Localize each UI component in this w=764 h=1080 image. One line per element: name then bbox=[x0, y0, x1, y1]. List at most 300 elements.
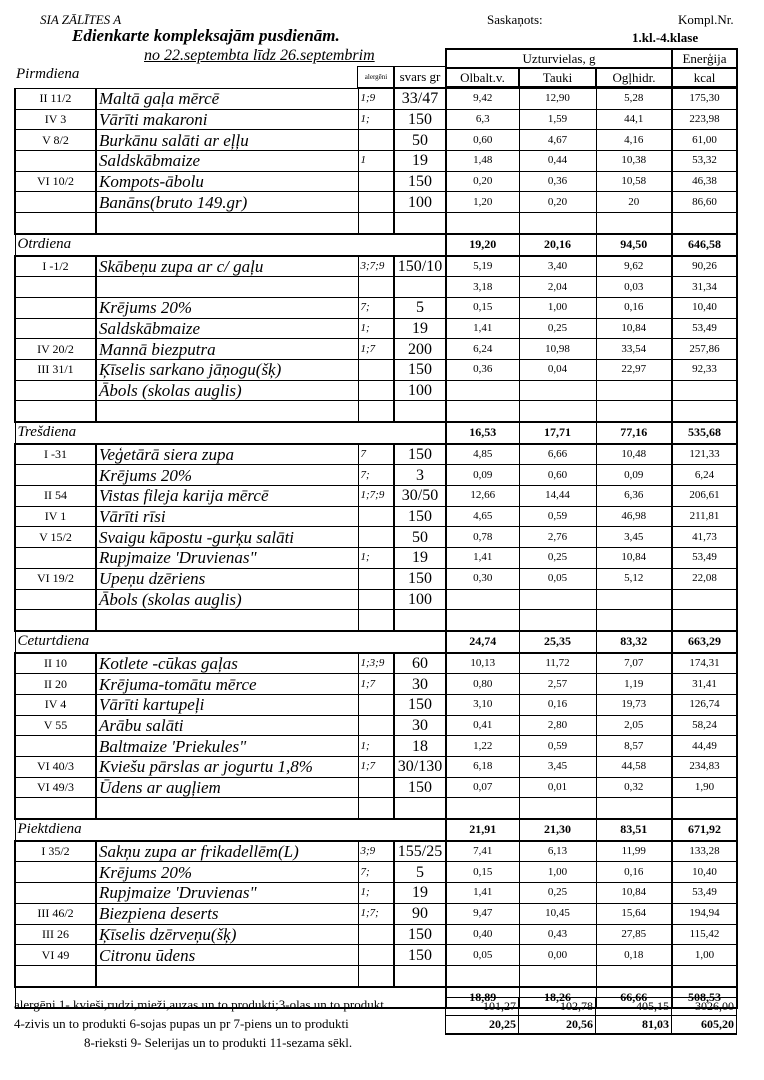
item-code: VI 19/2 bbox=[15, 568, 96, 589]
menu-row bbox=[15, 109, 737, 130]
item-allergens: 1; bbox=[358, 109, 394, 130]
item-weight bbox=[394, 277, 446, 298]
item-name: Ķīselis dzērveņu(šķ) bbox=[96, 924, 358, 945]
item-allergens: 1; bbox=[358, 318, 394, 339]
item-fat: 0,59 bbox=[519, 736, 596, 757]
menu-row bbox=[15, 213, 737, 234]
item-kcal: 61,00 bbox=[672, 130, 737, 151]
menu-table bbox=[14, 88, 738, 1009]
item-kcal: 46,38 bbox=[672, 171, 737, 192]
menu-row bbox=[15, 653, 737, 674]
item-code bbox=[15, 883, 96, 904]
item-protein: 1,41 bbox=[446, 548, 519, 569]
item-fat: 10,45 bbox=[519, 903, 596, 924]
item-carbs: 10,58 bbox=[596, 171, 672, 192]
item-weight: 50 bbox=[394, 130, 446, 151]
item-code bbox=[15, 213, 96, 234]
item-fat: 3,40 bbox=[519, 256, 596, 277]
item-weight bbox=[394, 401, 446, 422]
item-kcal: 90,26 bbox=[672, 256, 737, 277]
item-protein: 0,78 bbox=[446, 527, 519, 548]
item-kcal: 211,81 bbox=[672, 506, 737, 527]
item-fat: 0,44 bbox=[519, 151, 596, 172]
item-name: Svaigu kāpostu -gurķu salāti bbox=[96, 527, 358, 548]
menu-row bbox=[15, 506, 737, 527]
week-sum-row bbox=[446, 998, 737, 1016]
menu-row bbox=[15, 277, 737, 298]
item-code: III 26 bbox=[15, 924, 96, 945]
item-weight: 30/130 bbox=[394, 757, 446, 778]
item-weight: 30 bbox=[394, 715, 446, 736]
menu-row bbox=[15, 841, 737, 862]
item-protein: 0,09 bbox=[446, 465, 519, 486]
week-value: 3026,00 bbox=[672, 998, 737, 1016]
allergen-legend-2: 4-zivis un to produkti 6-sojas pupas un pr 7-piens un to produkti bbox=[14, 1016, 349, 1031]
item-weight: 19 bbox=[394, 548, 446, 569]
item-name: Banāns(bruto 149.gr) bbox=[96, 192, 358, 213]
item-weight: 19 bbox=[394, 883, 446, 904]
item-protein: 7,41 bbox=[446, 841, 519, 862]
item-carbs: 0,09 bbox=[596, 465, 672, 486]
page-title: Edienkarte kompleksajām pusdienām. bbox=[72, 26, 340, 45]
item-protein: 12,66 bbox=[446, 486, 519, 507]
item-protein: 0,20 bbox=[446, 171, 519, 192]
item-kcal: 53,32 bbox=[672, 151, 737, 172]
menu-row bbox=[15, 318, 737, 339]
item-weight: 150 bbox=[394, 694, 446, 715]
item-carbs: 22,97 bbox=[596, 359, 672, 380]
item-code: I -31 bbox=[15, 444, 96, 465]
column-header bbox=[445, 48, 738, 88]
item-allergens: 1;3;9 bbox=[358, 653, 394, 674]
item-protein: 0,07 bbox=[446, 777, 519, 798]
item-protein: 1,20 bbox=[446, 192, 519, 213]
item-code bbox=[15, 798, 96, 819]
item-allergens: 3;7;9 bbox=[358, 256, 394, 277]
item-carbs: 10,84 bbox=[596, 318, 672, 339]
item-code: II 20 bbox=[15, 674, 96, 695]
kcal-header: kcal bbox=[672, 68, 737, 87]
item-kcal bbox=[672, 965, 737, 986]
item-name: Vārīti rīsi bbox=[96, 506, 358, 527]
menu-row bbox=[15, 359, 737, 380]
item-code: IV 1 bbox=[15, 506, 96, 527]
item-kcal: 234,83 bbox=[672, 757, 737, 778]
item-fat: 14,44 bbox=[519, 486, 596, 507]
menu-row bbox=[15, 486, 737, 507]
item-name bbox=[96, 277, 358, 298]
item-code bbox=[15, 401, 96, 422]
total-carbs: 83,51 bbox=[596, 819, 672, 841]
item-name: Skābeņu zupa ar c/ gaļu bbox=[96, 256, 358, 277]
week-value: 20,56 bbox=[519, 1016, 596, 1035]
item-fat: 0,16 bbox=[519, 694, 596, 715]
item-carbs bbox=[596, 798, 672, 819]
item-carbs: 44,58 bbox=[596, 757, 672, 778]
item-allergens bbox=[358, 527, 394, 548]
item-carbs: 7,07 bbox=[596, 653, 672, 674]
item-protein bbox=[446, 965, 519, 986]
item-allergens: 1; bbox=[358, 548, 394, 569]
week-value: 405,15 bbox=[596, 998, 672, 1016]
item-weight: 150 bbox=[394, 568, 446, 589]
item-allergens bbox=[358, 589, 394, 610]
item-protein: 1,22 bbox=[446, 736, 519, 757]
item-carbs bbox=[596, 401, 672, 422]
item-kcal: 10,40 bbox=[672, 862, 737, 883]
item-carbs bbox=[596, 589, 672, 610]
item-weight: 5 bbox=[394, 862, 446, 883]
item-allergens: 1;7; bbox=[358, 903, 394, 924]
week-average-row bbox=[446, 1016, 737, 1035]
item-allergens: 1;7;9 bbox=[358, 486, 394, 507]
item-kcal: 86,60 bbox=[672, 192, 737, 213]
total-kcal: 535,68 bbox=[672, 422, 737, 444]
item-kcal: 206,61 bbox=[672, 486, 737, 507]
item-kcal bbox=[672, 213, 737, 234]
item-weight: 30/50 bbox=[394, 486, 446, 507]
item-name bbox=[96, 401, 358, 422]
item-name: Rupjmaize 'Druvienas" bbox=[96, 548, 358, 569]
item-name: Burkānu salāti ar eļļu bbox=[96, 130, 358, 151]
item-fat: 0,25 bbox=[519, 548, 596, 569]
item-kcal: 41,73 bbox=[672, 527, 737, 548]
item-allergens bbox=[358, 213, 394, 234]
item-weight bbox=[394, 965, 446, 986]
item-fat: 0,43 bbox=[519, 924, 596, 945]
item-fat bbox=[519, 589, 596, 610]
energy-header: Enerģija bbox=[672, 49, 737, 68]
item-weight: 60 bbox=[394, 653, 446, 674]
item-protein: 0,30 bbox=[446, 568, 519, 589]
item-name: Ķīselis sarkano jāņogu(šķ) bbox=[96, 359, 358, 380]
item-fat bbox=[519, 401, 596, 422]
allergen-legend-1: alergēni 1- kvieši,rudzi,mieži,auzas un to produkti;3-olas un to produkt bbox=[14, 997, 384, 1012]
item-carbs bbox=[596, 380, 672, 401]
item-code: II 11/2 bbox=[15, 89, 96, 110]
item-weight: 100 bbox=[394, 380, 446, 401]
item-protein: 6,3 bbox=[446, 109, 519, 130]
item-kcal: 58,24 bbox=[672, 715, 737, 736]
item-code bbox=[15, 465, 96, 486]
menu-row bbox=[15, 192, 737, 213]
item-code: VI 10/2 bbox=[15, 171, 96, 192]
item-weight: 100 bbox=[394, 192, 446, 213]
item-protein: 3,10 bbox=[446, 694, 519, 715]
item-weight: 150 bbox=[394, 924, 446, 945]
item-fat: 10,98 bbox=[519, 339, 596, 360]
item-name: Krējums 20% bbox=[96, 465, 358, 486]
item-carbs: 33,54 bbox=[596, 339, 672, 360]
item-kcal: 92,33 bbox=[672, 359, 737, 380]
menu-row bbox=[15, 151, 737, 172]
item-kcal bbox=[672, 610, 737, 631]
item-code: VI 40/3 bbox=[15, 757, 96, 778]
total-protein: 16,53 bbox=[446, 422, 519, 444]
item-protein: 4,85 bbox=[446, 444, 519, 465]
fat-header: Tauki bbox=[519, 68, 596, 87]
item-code bbox=[15, 277, 96, 298]
item-name: Ābols (skolas auglis) bbox=[96, 380, 358, 401]
menu-row bbox=[15, 674, 737, 695]
item-protein: 4,65 bbox=[446, 506, 519, 527]
item-name: Rupjmaize 'Druvienas" bbox=[96, 883, 358, 904]
item-kcal bbox=[672, 798, 737, 819]
item-fat bbox=[519, 213, 596, 234]
item-carbs: 11,99 bbox=[596, 841, 672, 862]
item-weight: 150 bbox=[394, 359, 446, 380]
item-name: Citronu ūdens bbox=[96, 945, 358, 966]
item-protein: 10,13 bbox=[446, 653, 519, 674]
carbs-header: Ogļhidr. bbox=[596, 68, 672, 87]
item-name: Kviešu pārslas ar jogurtu 1,8% bbox=[96, 757, 358, 778]
item-carbs: 10,48 bbox=[596, 444, 672, 465]
item-protein: 0,41 bbox=[446, 715, 519, 736]
item-kcal: 44,49 bbox=[672, 736, 737, 757]
nutrients-header: Uzturvielas, g bbox=[446, 49, 672, 68]
item-allergens bbox=[358, 130, 394, 151]
item-allergens bbox=[358, 694, 394, 715]
item-kcal: 1,90 bbox=[672, 777, 737, 798]
total-fat: 25,35 bbox=[519, 631, 596, 653]
item-kcal: 53,49 bbox=[672, 883, 737, 904]
menu-row bbox=[15, 527, 737, 548]
item-protein: 9,42 bbox=[446, 89, 519, 110]
menu-row bbox=[15, 589, 737, 610]
item-name: Krējums 20% bbox=[96, 297, 358, 318]
day-total-row bbox=[15, 819, 737, 841]
total-carbs: 94,50 bbox=[596, 234, 672, 256]
total-fat: 20,16 bbox=[519, 234, 596, 256]
item-weight: 155/25 bbox=[394, 841, 446, 862]
item-kcal bbox=[672, 380, 737, 401]
grade: 1.kl.-4.klase bbox=[632, 30, 699, 45]
item-fat: 0,60 bbox=[519, 465, 596, 486]
total-fat: 18,26 bbox=[519, 987, 596, 1009]
item-name: Krējuma-tomātu mērce bbox=[96, 674, 358, 695]
item-protein: 0,80 bbox=[446, 674, 519, 695]
item-weight: 150 bbox=[394, 777, 446, 798]
item-name bbox=[96, 610, 358, 631]
total-carbs: 77,16 bbox=[596, 422, 672, 444]
item-kcal: 31,34 bbox=[672, 277, 737, 298]
menu-row bbox=[15, 924, 737, 945]
item-weight: 3 bbox=[394, 465, 446, 486]
menu-row bbox=[15, 757, 737, 778]
item-carbs: 0,32 bbox=[596, 777, 672, 798]
item-allergens bbox=[358, 610, 394, 631]
item-name bbox=[96, 798, 358, 819]
allergens-header: alergēni bbox=[357, 66, 395, 88]
menu-row bbox=[15, 130, 737, 151]
item-fat: 2,76 bbox=[519, 527, 596, 548]
item-fat: 6,13 bbox=[519, 841, 596, 862]
item-weight: 50 bbox=[394, 527, 446, 548]
item-carbs: 6,36 bbox=[596, 486, 672, 507]
item-allergens bbox=[358, 945, 394, 966]
item-protein: 6,24 bbox=[446, 339, 519, 360]
item-carbs: 46,98 bbox=[596, 506, 672, 527]
item-code: VI 49 bbox=[15, 945, 96, 966]
total-fat: 17,71 bbox=[519, 422, 596, 444]
item-allergens bbox=[358, 568, 394, 589]
item-name: Veģetārā siera zupa bbox=[96, 444, 358, 465]
day-label: Trešdiena bbox=[15, 422, 446, 444]
menu-row bbox=[15, 256, 737, 277]
item-code: IV 4 bbox=[15, 694, 96, 715]
item-carbs bbox=[596, 213, 672, 234]
item-code: II 54 bbox=[15, 486, 96, 507]
item-code: II 10 bbox=[15, 653, 96, 674]
item-protein: 1,41 bbox=[446, 883, 519, 904]
item-allergens bbox=[358, 715, 394, 736]
item-protein: 5,19 bbox=[446, 256, 519, 277]
item-fat bbox=[519, 965, 596, 986]
item-allergens bbox=[358, 380, 394, 401]
item-carbs: 9,62 bbox=[596, 256, 672, 277]
item-weight: 150 bbox=[394, 109, 446, 130]
day-total-row bbox=[15, 631, 737, 653]
item-weight: 200 bbox=[394, 339, 446, 360]
week-value: 101,27 bbox=[446, 998, 519, 1016]
item-carbs: 2,05 bbox=[596, 715, 672, 736]
item-protein bbox=[446, 380, 519, 401]
item-weight: 150 bbox=[394, 444, 446, 465]
menu-row bbox=[15, 171, 737, 192]
item-code: V 15/2 bbox=[15, 527, 96, 548]
period: no 22.septembta līdz 26.septembrim bbox=[144, 47, 375, 64]
item-carbs: 4,16 bbox=[596, 130, 672, 151]
item-name: Krējums 20% bbox=[96, 862, 358, 883]
item-protein bbox=[446, 213, 519, 234]
item-carbs: 0,18 bbox=[596, 945, 672, 966]
item-protein bbox=[446, 610, 519, 631]
protein-header: Olbalt.v. bbox=[446, 68, 519, 87]
item-kcal: 175,30 bbox=[672, 89, 737, 110]
item-fat: 1,00 bbox=[519, 862, 596, 883]
total-protein: 24,74 bbox=[446, 631, 519, 653]
item-protein: 1,41 bbox=[446, 318, 519, 339]
item-name: Mannā biezputra bbox=[96, 339, 358, 360]
total-protein: 18,89 bbox=[446, 987, 519, 1009]
item-name bbox=[96, 965, 358, 986]
item-code bbox=[15, 862, 96, 883]
item-fat: 11,72 bbox=[519, 653, 596, 674]
menu-row bbox=[15, 610, 737, 631]
menu-row bbox=[15, 465, 737, 486]
week-value: 605,20 bbox=[672, 1016, 737, 1035]
item-allergens bbox=[358, 277, 394, 298]
item-allergens bbox=[358, 171, 394, 192]
item-name: Ūdens ar augļiem bbox=[96, 777, 358, 798]
item-carbs: 0,16 bbox=[596, 862, 672, 883]
item-carbs bbox=[596, 610, 672, 631]
menu-row bbox=[15, 339, 737, 360]
item-code bbox=[15, 736, 96, 757]
item-allergens bbox=[358, 798, 394, 819]
item-weight: 150/10 bbox=[394, 256, 446, 277]
item-code bbox=[15, 965, 96, 986]
item-code bbox=[15, 192, 96, 213]
kompl-label: Kompl.Nr. bbox=[678, 12, 734, 27]
item-protein bbox=[446, 589, 519, 610]
item-kcal: 6,24 bbox=[672, 465, 737, 486]
item-carbs: 0,16 bbox=[596, 297, 672, 318]
item-protein bbox=[446, 401, 519, 422]
item-kcal bbox=[672, 401, 737, 422]
item-code bbox=[15, 297, 96, 318]
item-code: I 35/2 bbox=[15, 841, 96, 862]
item-kcal: 223,98 bbox=[672, 109, 737, 130]
item-allergens: 7; bbox=[358, 862, 394, 883]
item-fat: 0,01 bbox=[519, 777, 596, 798]
week-value: 81,03 bbox=[596, 1016, 672, 1035]
item-allergens bbox=[358, 965, 394, 986]
item-name: Baltmaize 'Priekules" bbox=[96, 736, 358, 757]
item-fat: 0,25 bbox=[519, 318, 596, 339]
item-fat: 0,25 bbox=[519, 883, 596, 904]
menu-row bbox=[15, 380, 737, 401]
day-total-row bbox=[15, 234, 737, 256]
menu-row bbox=[15, 883, 737, 904]
item-allergens bbox=[358, 924, 394, 945]
item-weight: 18 bbox=[394, 736, 446, 757]
day-label: Piektdiena bbox=[15, 819, 446, 841]
total-protein: 19,20 bbox=[446, 234, 519, 256]
item-fat bbox=[519, 380, 596, 401]
item-name: Upeņu dzēriens bbox=[96, 568, 358, 589]
item-carbs: 10,84 bbox=[596, 548, 672, 569]
item-code: I -1/2 bbox=[15, 256, 96, 277]
item-carbs: 0,03 bbox=[596, 277, 672, 298]
week-totals bbox=[445, 997, 737, 1035]
item-allergens: 1;7 bbox=[358, 757, 394, 778]
item-kcal: 133,28 bbox=[672, 841, 737, 862]
item-allergens: 7; bbox=[358, 297, 394, 318]
item-name: Arābu salāti bbox=[96, 715, 358, 736]
item-carbs: 15,64 bbox=[596, 903, 672, 924]
item-fat: 0,59 bbox=[519, 506, 596, 527]
menu-row bbox=[15, 444, 737, 465]
item-allergens: 7; bbox=[358, 465, 394, 486]
item-name: Saldskābmaize bbox=[96, 318, 358, 339]
item-fat bbox=[519, 798, 596, 819]
item-code: V 55 bbox=[15, 715, 96, 736]
menu-row bbox=[15, 548, 737, 569]
item-code: III 31/1 bbox=[15, 359, 96, 380]
item-kcal bbox=[672, 589, 737, 610]
total-fat: 21,30 bbox=[519, 819, 596, 841]
item-code bbox=[15, 610, 96, 631]
item-name: Sakņu zupa ar frikadellēm(L) bbox=[96, 841, 358, 862]
item-fat: 0,05 bbox=[519, 568, 596, 589]
item-kcal: 10,40 bbox=[672, 297, 737, 318]
item-weight: 30 bbox=[394, 674, 446, 695]
item-allergens bbox=[358, 192, 394, 213]
item-name bbox=[96, 213, 358, 234]
item-weight bbox=[394, 213, 446, 234]
item-carbs: 5,28 bbox=[596, 89, 672, 110]
item-carbs: 10,38 bbox=[596, 151, 672, 172]
item-fat bbox=[519, 610, 596, 631]
item-kcal: 174,31 bbox=[672, 653, 737, 674]
item-code: III 46/2 bbox=[15, 903, 96, 924]
item-code bbox=[15, 318, 96, 339]
item-name: Kotlete -cūkas gaļas bbox=[96, 653, 358, 674]
total-kcal: 508,53 bbox=[672, 987, 737, 1009]
item-code: IV 20/2 bbox=[15, 339, 96, 360]
item-weight: 150 bbox=[394, 171, 446, 192]
